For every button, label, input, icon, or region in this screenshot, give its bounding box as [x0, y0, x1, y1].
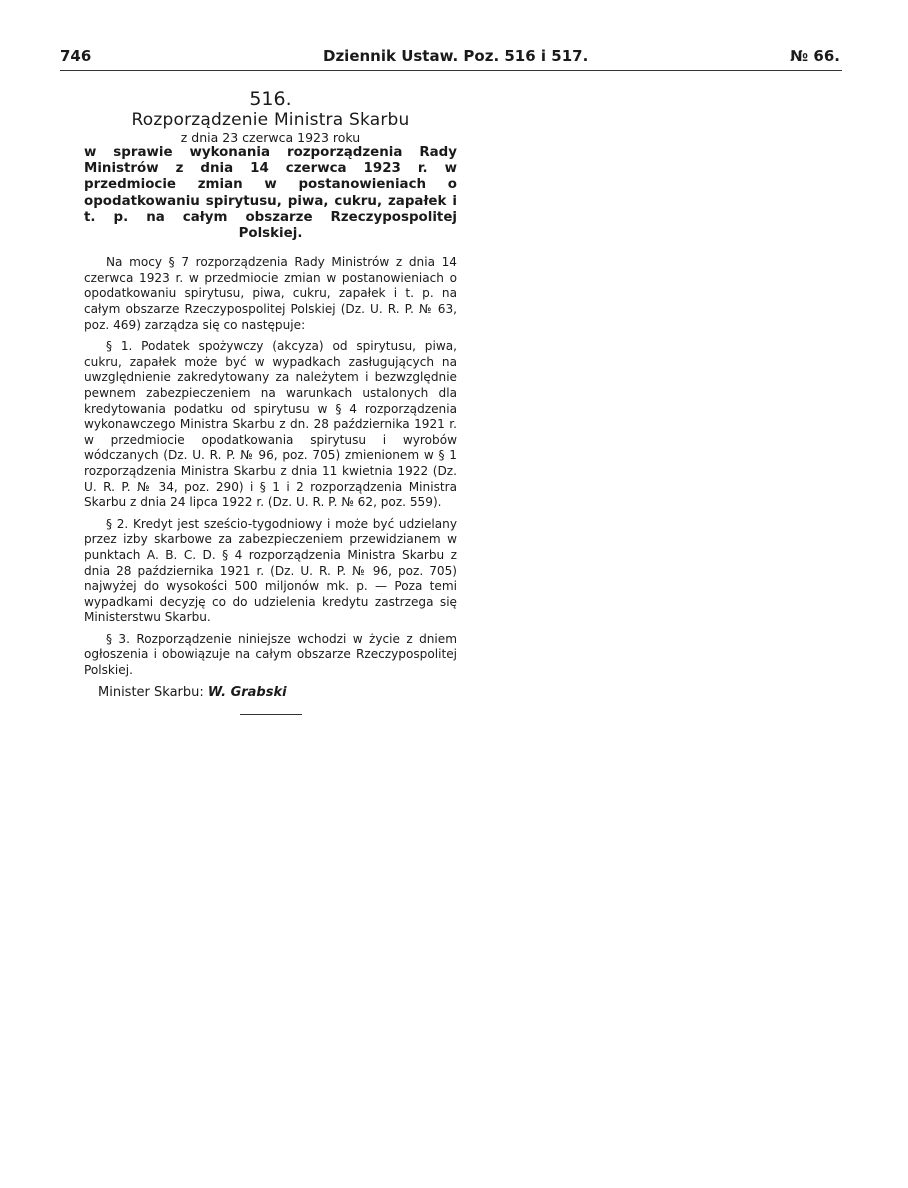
- signature-line: [84, 685, 457, 700]
- journal-title: Dziennik Ustaw. Poz. 516 i 517.: [323, 47, 589, 65]
- section-2-paragraph: § 2. Kredyt jest sześcio-tygodniowy i może być udzielany przez izby skarbowe za zabezpieczeniem przewidzianem w punktach A. B. C. D. § 4 rozporządzenia Ministra Skarbu z dnia 28 października 1921 r. (Dz. U. R. P. № 96, poz. 705) najwyżej do wysokości 500 miljonów mk. p. — Poza temi wypadkami decyzję co do udzielenia kredytu zastrzega się Ministerstwu Skarbu.: [84, 516, 457, 625]
- decree-column: [84, 88, 457, 715]
- section-1-paragraph: § 1. Podatek spożywczy (akcyza) od spirytusu, piwa, cukru, zapałek może być w wypadkach zasługujących na uwzględnienie zakredytowany za należytem i bezwzględnie pewnem zabezpieczeniem na warunkach ustalonych dla kredytowania podatku od spirytusu w § 4 rozporządzenia wykonawczego Ministra Skarbu z dn. 28 października 1921 r. w przedmiocie opodatkowania spirytusu i wyrobów wódczanych (Dz. U. R. P. № 96, poz. 705) zmienionem w § 1 rozporządzenia Ministra Skarbu z dnia 11 kwietnia 1922 (Dz. U. R. P. № 34, poz. 290) i § 1 i 2 rozporządzenia Ministra Skarbu z dnia 24 lipca 1922 r. (Dz. U. R. P. № 62, poz. 559).: [84, 339, 457, 510]
- preamble-paragraph: Na mocy § 7 rozporządzenia Rady Ministrów z dnia 14 czerwca 1923 r. w przedmiocie zmian w postanowieniach o opodatkowaniu spirytusu, piwa, cukru, zapałek i t. p. na całym obszarze Rzeczypospolitej Polskiej (Dz. U. R. P. № 63, poz. 469) zarządza się co następuje:: [84, 255, 457, 332]
- page-number: 746: [60, 47, 92, 65]
- signature-name: W. Grabski: [207, 684, 287, 700]
- decree-position-number: 516.: [249, 88, 292, 110]
- page-header: [60, 47, 842, 69]
- signature-label: Minister Skarbu:: [98, 684, 204, 700]
- header-rule: [60, 70, 842, 71]
- issue-number: № 66.: [790, 47, 840, 65]
- section-3-paragraph: § 3. Rozporządzenie niniejsze wchodzi w życie z dniem ogłoszenia i obowiązuje na całym obszarze Rzeczypospolitej Polskiej.: [84, 631, 457, 678]
- decree-date: z dnia 23 czerwca 1923 roku: [180, 130, 361, 145]
- end-rule: [240, 714, 302, 715]
- decree-subject: w sprawie wykonania rozporządzenia Rady Ministrów z dnia 14 czerwca 1923 r. w przedmiocie zmian w postanowieniach o opodatkowaniu spirytusu, piwa, cukru, zapałek i t. p. na całym obszarze Rzeczypospolitej Polskiej.: [84, 145, 457, 242]
- decree-title: Rozporządzenie Ministra Skarbu: [131, 110, 410, 130]
